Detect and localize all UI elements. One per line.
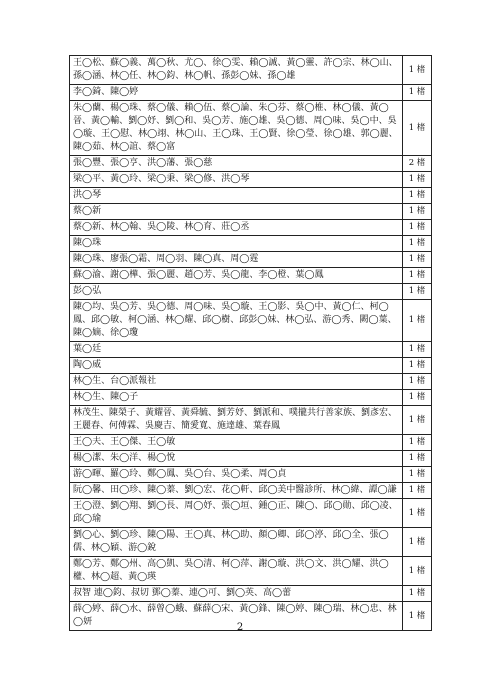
donor-names-cell: 王◯松、蘇◯義、萬◯秋、尤◯、徐◯雯、賴◯誠、黃◯靈、許◯宗、林◯山、孫◯涵、林◯任、林◯鈞、林◯帆、孫彭◯妹、孫◯雄 xyxy=(70,56,403,85)
plaque-count-cell: 1 楮 xyxy=(403,172,432,188)
donor-names-cell: 王◯澄、劉◯翔、劉◯長、周◯妤、張◯垣、鍾◯正、陳◯、邱◯勛、邱◯凌、邱◯瑜 xyxy=(70,499,403,528)
table-row xyxy=(70,300,432,342)
table-row xyxy=(70,483,432,499)
plaque-count-cell: 1 楮 xyxy=(403,483,432,499)
plaque-count-cell: 1 楮 xyxy=(403,252,432,268)
table-row xyxy=(70,358,432,374)
plaque-count-cell: 1 楮 xyxy=(403,236,432,252)
table-row xyxy=(70,252,432,268)
donor-names-cell: 劉◯心、劉◯珍、陳◯陽、王◯真、林◯助、顏◯卿、邱◯渟、邱◯全、張◯儒、林◯穎、游◯銳 xyxy=(70,528,403,557)
donor-names-cell: 陳◯珠、廖張◯霜、周◯羽、陳◯真、周◯霆 xyxy=(70,252,403,268)
plaque-count-cell: 1 楮 xyxy=(403,499,432,528)
donor-names-cell: 梁◯平、黃◯玲、梁◯秉、梁◯修、洪◯琴 xyxy=(70,172,403,188)
table-row xyxy=(70,557,432,586)
table-row xyxy=(70,374,432,390)
table-row xyxy=(70,85,432,101)
table-row xyxy=(70,390,432,406)
table-row xyxy=(70,451,432,467)
plaque-count-cell: 1 楮 xyxy=(403,56,432,85)
plaque-count-cell: 1 楮 xyxy=(403,374,432,390)
donor-names-cell: 陳◯均、吳◯芳、吳◯德、周◯味、吳◯璇、王◯影、吳◯中、黃◯仁、柯◯鳳、邱◯敏、柯◯涵、林◯耀、邱◯樹、邱彭◯妹、林◯弘、游◯秀、闕◯葉、陳◯嫡、徐◯瓊 xyxy=(70,300,403,342)
plaque-count-cell: 1 楮 xyxy=(403,85,432,101)
plaque-count-cell: 1 楮 xyxy=(403,467,432,483)
plaque-count-cell: 1 楮 xyxy=(403,586,432,602)
table-row xyxy=(70,236,432,252)
table-row xyxy=(70,435,432,451)
donor-names-cell: 鄭◯芳、鄭◯州、高◯凱、吳◯清、柯◯萍、謝◯璇、洪◯文、洪◯耀、洪◯權、林◯超、黃◯瑛 xyxy=(70,557,403,586)
plaque-count-cell: 2 楮 xyxy=(403,156,432,172)
plaque-count-cell: 1 楮 xyxy=(403,602,432,631)
plaque-count-cell: 1 楮 xyxy=(403,268,432,284)
plaque-count-cell: 1 楮 xyxy=(403,284,432,300)
table-row xyxy=(70,467,432,483)
table-row xyxy=(70,156,432,172)
plaque-count-cell: 1 楮 xyxy=(403,188,432,204)
donor-names-cell: 葉◯廷 xyxy=(70,342,403,358)
donor-names-cell: 陶◯威 xyxy=(70,358,403,374)
donor-names-cell: 蔡◯新 xyxy=(70,204,403,220)
donor-names-cell: 張◯豐、張◯亨、洪◯藩、張◯慈 xyxy=(70,156,403,172)
table-row xyxy=(70,528,432,557)
donor-names-cell: 叔智 連◯鈞、叔切 鄧◯蓁、連◯可、劉◯英、高◯蕾 xyxy=(70,586,403,602)
donor-table xyxy=(69,55,432,631)
table-row xyxy=(70,188,432,204)
plaque-count-cell: 1 楮 xyxy=(403,300,432,342)
table-row xyxy=(70,204,432,220)
plaque-count-cell: 1 楮 xyxy=(403,342,432,358)
table-row xyxy=(70,56,432,85)
donor-table-body xyxy=(70,56,432,631)
donor-names-cell: 彭◯弘 xyxy=(70,284,403,300)
donor-names-cell: 游◯暉、羅◯玲、鄭◯鳳、吳◯台、吳◯柔、周◯貞 xyxy=(70,467,403,483)
donor-names-cell: 林◯生、台◯派報社 xyxy=(70,374,403,390)
donor-names-cell: 林◯生、陳◯子 xyxy=(70,390,403,406)
donor-names-cell: 王◯夫、王◯傑、王◯敏 xyxy=(70,435,403,451)
table-row xyxy=(70,499,432,528)
donor-names-cell: 薛◯婷、薛◯水、薛曾◯蛾、蘇薛◯宋、黃◯鋒、陳◯婷、陳◯瑞、林◯忠、林◯妍 xyxy=(70,602,403,631)
table-row xyxy=(70,284,432,300)
donor-names-cell: 洪◯琴 xyxy=(70,188,403,204)
donor-names-cell: 阮◯馨、田◯珍、陳◯蓁、劉◯宏、花◯軒、邱◯美中醫診所、林◯緯、譚◯謙 xyxy=(70,483,403,499)
table-row xyxy=(70,220,432,236)
donor-names-cell: 蘇◯渝、謝◯樺、張◯麗、趙◯芳、吳◯龍、李◯橙、葉◯鳳 xyxy=(70,268,403,284)
table-row xyxy=(70,172,432,188)
table-row xyxy=(70,342,432,358)
donor-names-cell: 林茂生、陳榮子、黃耀晉、黃舜毓、劉芳妤、劉派和、噗攏共行善家族、劉彥宏、王麗春、何傅霖、吳慶吉、簡愛寬、施達雄、葉春鳳 xyxy=(70,406,403,435)
plaque-count-cell: 1 楮 xyxy=(403,204,432,220)
table-row xyxy=(70,268,432,284)
plaque-count-cell: 1 楮 xyxy=(403,406,432,435)
table-row xyxy=(70,101,432,156)
plaque-count-cell: 1 楮 xyxy=(403,557,432,586)
donor-names-cell: 陳◯珠 xyxy=(70,236,403,252)
plaque-count-cell: 1 楮 xyxy=(403,358,432,374)
plaque-count-cell: 1 楮 xyxy=(403,220,432,236)
table-row xyxy=(70,406,432,435)
plaque-count-cell: 1 楮 xyxy=(403,435,432,451)
plaque-count-cell: 1 楮 xyxy=(403,528,432,557)
plaque-count-cell: 1 楮 xyxy=(403,390,432,406)
donor-names-cell: 楊◯潔、朱◯洋、楊◯悅 xyxy=(70,451,403,467)
donor-names-cell: 李◯錡、陳◯婷 xyxy=(70,85,403,101)
page-number: 2 xyxy=(236,622,244,633)
plaque-count-cell: 1 楮 xyxy=(403,101,432,156)
donor-names-cell: 朱◯蘭、楊◯珠、蔡◯儀、賴◯伍、蔡◯論、朱◯芬、蔡◯椎、林◯儀、黃◯晉、黃◯輸、劉◯妤、劉◯和、吳◯芳、施◯雄、吳◯德、周◯味、吳◯中、吳◯璇、王◯慰、林◯翊、林◯山、王◯珠、王◯賢、徐◯瑩、徐◯雄、郭◯麗、陳◯茹、林◯誼、蔡◯富 xyxy=(70,101,403,156)
table-row xyxy=(70,586,432,602)
donor-names-cell: 蔡◯新、林◯翰、吳◯陵、林◯育、莊◯丞 xyxy=(70,220,403,236)
plaque-count-cell: 1 楮 xyxy=(403,451,432,467)
